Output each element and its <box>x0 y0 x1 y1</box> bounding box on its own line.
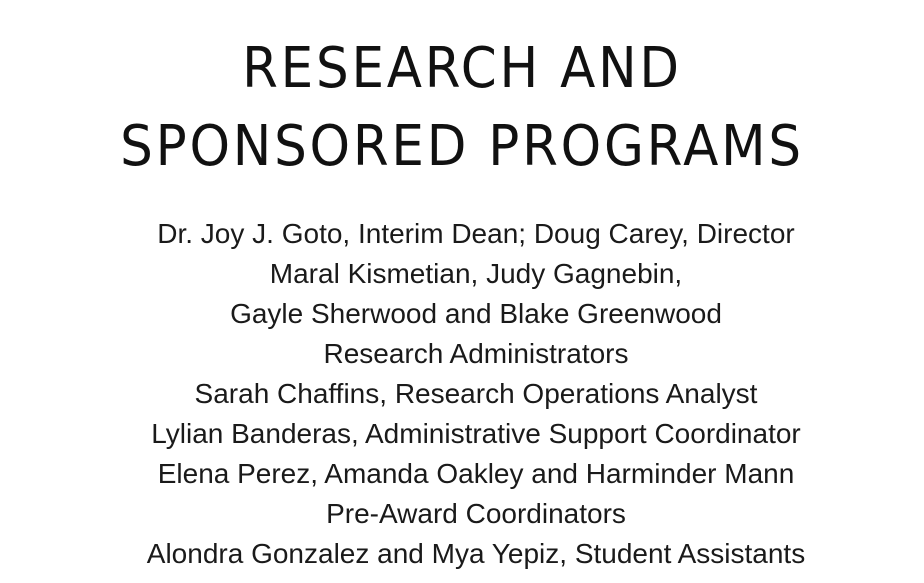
staff-line-student-assistants: Alondra Gonzalez and Mya Yepiz, Student Assistants <box>146 538 806 569</box>
staff-line-research-admins-2: Gayle Sherwood and Blake Greenwood <box>230 298 722 329</box>
staff-list <box>0 214 924 574</box>
staff-line-pre-award-role: Pre-Award Coordinators <box>326 498 626 529</box>
staff-line-pre-award-names: Elena Perez, Amanda Oakley and Harminder Mann <box>157 458 795 489</box>
staff-line-operations-analyst: Sarah Chaffins, Research Operations Analyst <box>194 378 758 409</box>
page-title-line-1: RESEARCH AND <box>242 36 682 101</box>
staff-line-research-admins-1: Maral Kismetian, Judy Gagnebin, <box>269 258 683 289</box>
staff-line-research-admins-role: Research Administrators <box>323 338 629 369</box>
page-title-line-2: SPONSORED PROGRAMS <box>120 114 804 179</box>
staff-line-leadership: Dr. Joy J. Goto, Interim Dean; Doug Carey, Director <box>157 218 795 249</box>
staff-line-admin-support: Lylian Banderas, Administrative Support Coordinator <box>151 418 801 449</box>
